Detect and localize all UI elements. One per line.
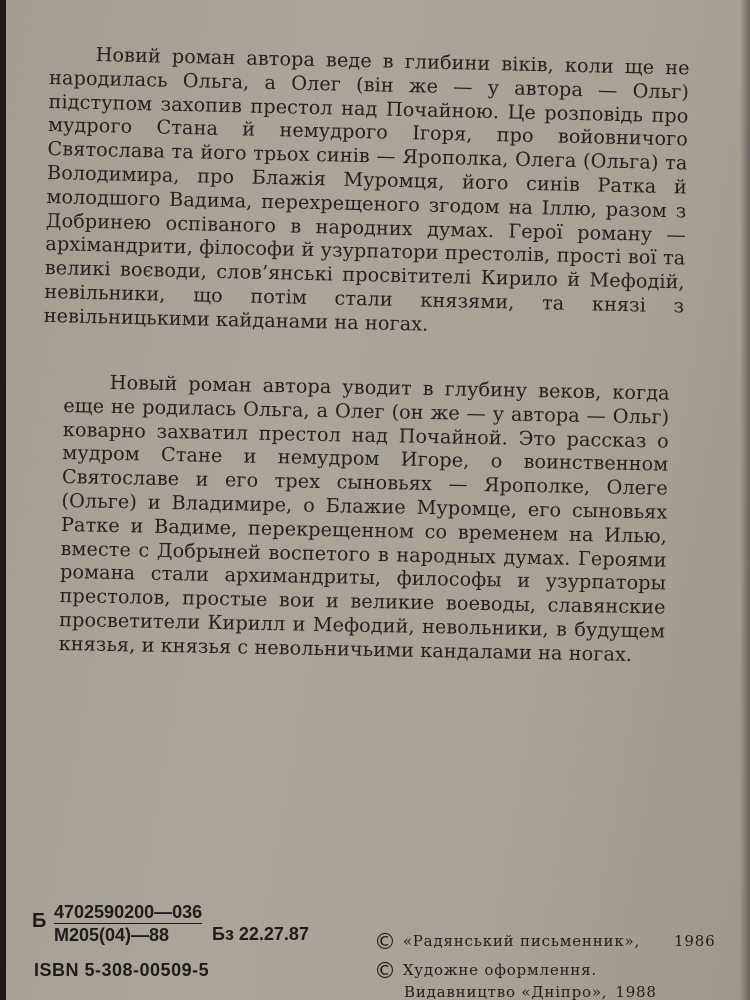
classification-code: Бз 22.27.87 xyxy=(212,924,309,944)
classification-denominator: М205(04)—88 xyxy=(54,925,170,945)
copyright-holder: «Радянський письменник», xyxy=(402,932,641,950)
copyright-icon: © xyxy=(374,959,397,984)
copyright-icon: © xyxy=(374,930,397,955)
isbn-number: ISBN 5-308-00509-5 xyxy=(34,960,210,980)
copyright-publisher xyxy=(374,930,715,955)
copyright-design xyxy=(374,960,657,1000)
annotation-russian xyxy=(59,370,670,667)
copyright-design-line2: Видавництво «Дніпро», xyxy=(404,983,608,1000)
page-edge-shadow xyxy=(740,0,750,1000)
copyright-year: 1986 xyxy=(674,932,716,950)
book-page xyxy=(6,0,750,1000)
classification-letter: Б xyxy=(32,910,47,932)
classification-numerator: 4702590200—036 xyxy=(54,902,203,922)
copyright-design-line2-wrap xyxy=(404,982,657,1000)
annotation-russian-text: Новый роман автора уводит в глубину веков, когда еще не родилась Ольга, а Олег (он же — у автора — Ольг) коварно захватил престол над Почайной. Это рассказ о мудром Стане и немудром Игоре, о воинственном Святославе и его трех сыновьях — Ярополке, Олеге (Ольге) и Владимире, о Блажие Муромце, его сыновьях Ратке и Вадиме, перекрещенном со временем на Илью, вместе с Добрыней воспетого в народных думах. Героями романа стали архимандриты, философы и узурпаторы престолов, простые вои и великие воеводы, славянские просветители Кирилл и Мефодий, невольники, в будущем князья, и князья с невольничьими кандалами на ногах. xyxy=(58,370,670,666)
classification-fraction xyxy=(54,902,202,946)
annotation-ukrainian-text: Новий роман автора веде в глибини віків, коли ще не народилась Ольга, а Олег (він же — у автора — Ольг) підступом захопив престол над Почайною. Це розповідь про мудрого Стана й немудрого Ігоря, про войовничого Святослава та його трьох синів — Ярополка, Олега (Ольга) та Володимира, про Блажія Муромця, його синів Ратка й молодшого Вадима, перехрещеного згодом на Іллю, разом з Добринею оспіваного в народних думах. Герої роману — архімандрити, філософи й узурпатори престолів, прості вої та великі воєводи, слов’янські просвітителі Кирило й Мефодій, невільники, що потім стали князями, та князі з невільницькими кайданами на ногах. xyxy=(43,43,690,336)
annotation-ukrainian xyxy=(44,42,690,342)
copyright-design-line1: Художне оформлення. xyxy=(402,961,597,979)
copyright-design-year: 1988 xyxy=(615,983,657,1000)
